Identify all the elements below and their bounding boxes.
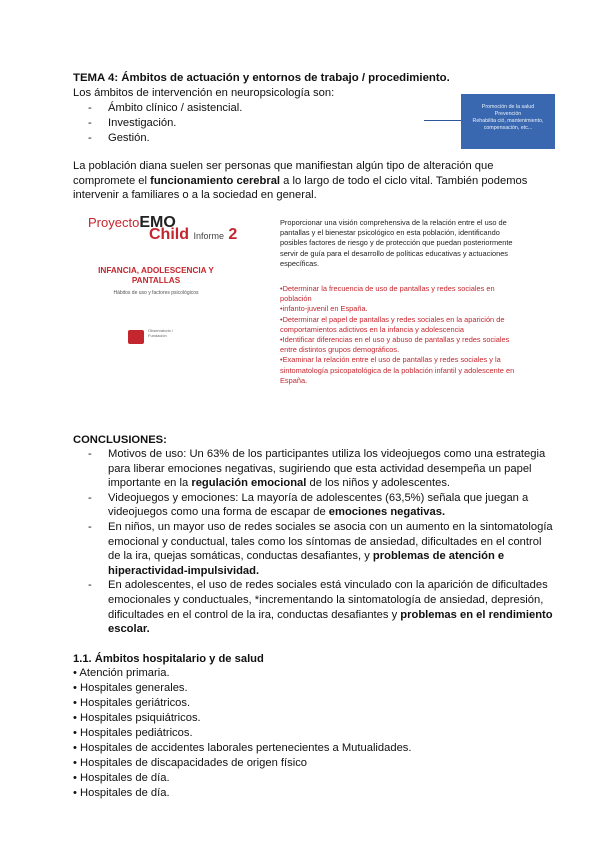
hospital-list xyxy=(73,666,412,757)
list-item: • Hospitales de día. xyxy=(73,787,170,800)
side-note xyxy=(461,94,555,149)
note-line: Rehabilita ció, mantenimiento, xyxy=(472,118,544,124)
institution-logo-icon xyxy=(128,330,144,344)
conclusions-list xyxy=(88,447,556,637)
goal-item: •Determinar el papel de pantallas y redes sociales en la aparición de comportamientos adictivos en la infancia y adolescencia xyxy=(280,314,505,334)
areas-list xyxy=(88,101,242,147)
note-line: Prevención xyxy=(494,111,522,117)
brand-subtitle: Child Informe 2 xyxy=(149,226,238,243)
list-item: - Motivos de uso: Un 63% de los participantes utiliza los videojuegos como una estrategia para liberar emociones negativas, sugiriendo que esta actividad desempeña un papel importante en la regulación emocional de los niños y adolescentes. xyxy=(88,447,556,491)
list-item: • Hospitales de día. xyxy=(73,772,170,785)
note-line: Promoción de la salud xyxy=(481,104,535,110)
list-item: - Investigación. xyxy=(88,116,242,131)
hospital-list-2 xyxy=(73,756,307,801)
note-line: compensación, etc... xyxy=(483,125,533,131)
list-item: - En adolescentes, el uso de redes sociales está vinculado con la aparición de dificultades emocionales y conductuales, *incrementando la sintomatología de ansiedad, depresión, dificultades en el control de la ira, conductas desafiantes y problemas en el rendimiento escolar. xyxy=(88,578,556,636)
list-item: - Ámbito clínico / asistencial. xyxy=(88,101,242,116)
objective-text: Proporcionar una visión comprehensiva de la relación entre el uso de pantallas y el bienestar psicológico en esta población, identificando posibles factores de riesgo y de protección que puedan posteriormente servir de guía para el desarrollo de políticas educativas y actuaciones específicas. xyxy=(280,218,513,268)
section-heading: 1.1. Ámbitos hospitalario y de salud xyxy=(73,653,264,665)
list-item: • Hospitales psiquiátricos. xyxy=(73,712,201,725)
goal-item: •Identificar diferencias en el uso y abuso de pantallas y redes sociales entre distintos grupos demográficos. xyxy=(280,335,510,355)
goal-item: •Examinar la relación entre el uso de pantallas y redes sociales y la sintomatología psicopatológica de la población infantil y adolescente en España. xyxy=(280,355,515,385)
list-item: • Hospitales geriátricos. xyxy=(73,697,191,710)
goals-list xyxy=(280,284,524,386)
note-connector xyxy=(424,120,461,121)
page-title: TEMA 4: Ámbitos de actuación y entornos de trabajo / procedimiento. xyxy=(73,72,450,84)
list-item: - En niños, un mayor uso de redes sociales se asocia con un aumento en la sintomatología emocional y conductual, tales como los síntomas de ansiedad, dificultades en el control de la ira, quejas somáticas, conductas desafiantes, y problemas de atención e hiperactividad-impulsividad. xyxy=(88,520,556,578)
list-item: - Videojuegos y emociones: La mayoría de adolescentes (63,5%) señala que juegan a videojuegos como una forma de escapar de emociones negativas. xyxy=(88,491,556,520)
population-paragraph: La población diana suelen ser personas que manifiestan algún tipo de alteración que compromete el funcionamiento cerebral a lo largo de todo el ciclo vital. También podemos intervenir a familiares o a la sociedad en general. xyxy=(73,160,528,202)
list-item: - Gestión. xyxy=(88,131,242,146)
bold-term: funcionamiento cerebral xyxy=(150,174,281,187)
list-item: • Hospitales generales. xyxy=(73,682,188,695)
conclusions-heading: CONCLUSIONES: xyxy=(73,434,167,446)
list-item: • Hospitales pediátricos. xyxy=(73,727,193,740)
report-figure xyxy=(88,214,528,426)
goal-item: •infanto-juvenil en España. xyxy=(280,304,368,314)
intro-text: Los ámbitos de intervención en neuropsicología son: xyxy=(73,87,335,99)
cover-subtitle: Hábitos de uso y factores psicológicos xyxy=(113,290,199,296)
brand-logo: ProyectoEMO xyxy=(88,214,176,231)
list-item: • Atención primaria. xyxy=(73,667,170,679)
goal-item: •Determinar la frecuencia de uso de pantallas y redes sociales en población xyxy=(280,284,495,304)
logo-text: Observatorio / Fundación xyxy=(148,328,174,338)
list-item: • Hospitales de accidentes laborales pertenecientes a Mutualidades. xyxy=(73,742,412,755)
list-item: • Hospitales de discapacidades de origen físico xyxy=(73,757,308,769)
cover-title: INFANCIA, ADOLESCENCIA Y PANTALLAS xyxy=(98,266,214,285)
